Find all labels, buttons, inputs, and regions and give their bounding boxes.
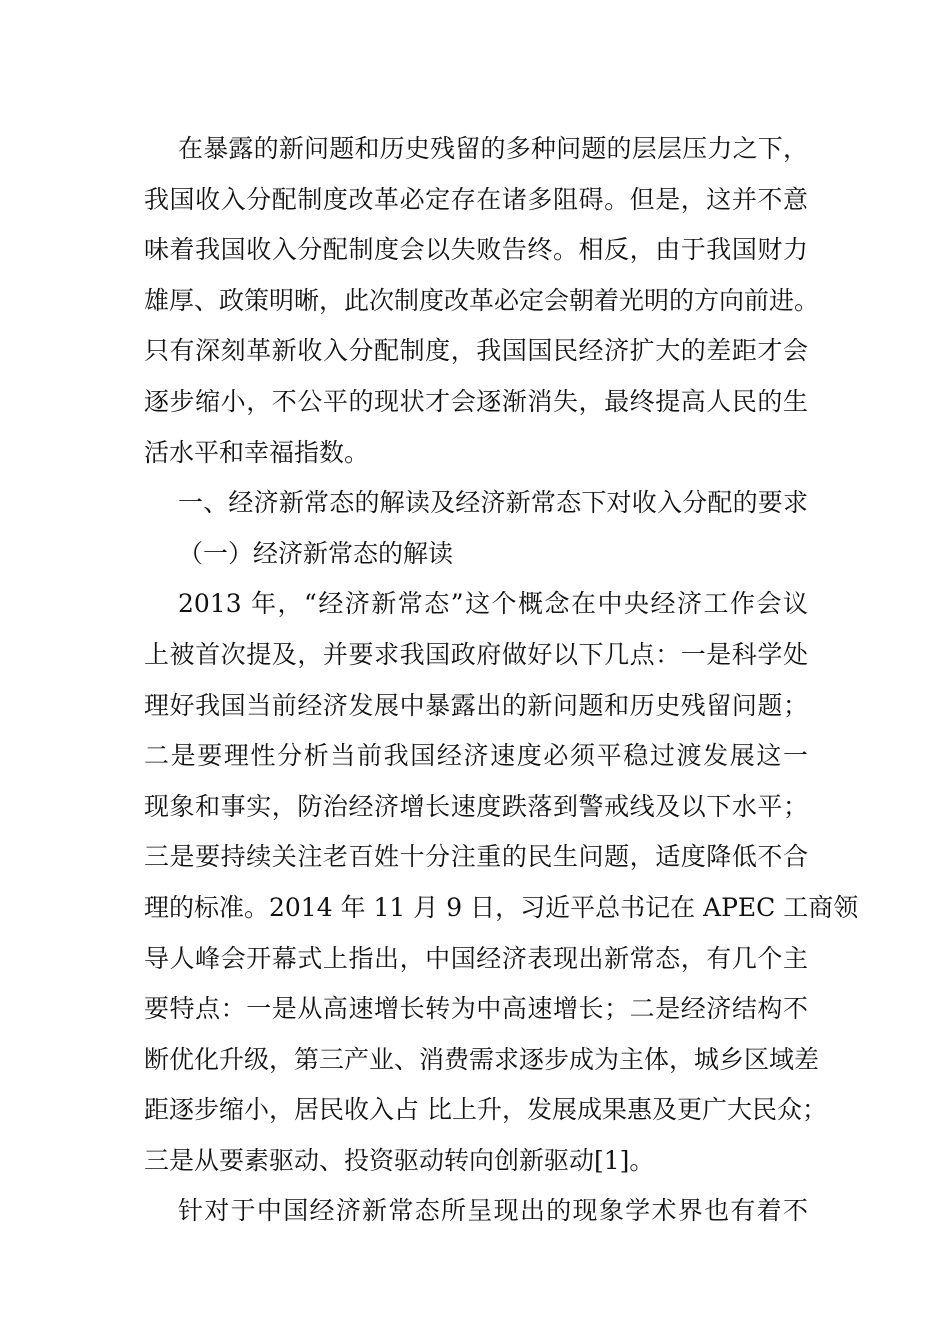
paragraph-new-normal [144,579,859,1186]
text-line: 上被首次提及，并要求我国政府做好以下几点：一是科学处 [144,639,808,669]
text-line: 味着我国收入分配制度会以失败告终。相反，由于我国财力 [144,235,808,265]
section-heading [144,478,808,529]
text-line: 导人峰会开幕式上指出，中国经济表现出新常态，有几个主 [144,943,808,973]
text-line: 活水平和幸福指数。 [144,437,370,467]
text-line: 理好我国当前经济发展中暴露出的新问题和历史残留问题； [144,690,808,720]
text-line: 在暴露的新问题和历史残留的多种问题的层层压力之下， [178,134,808,163]
document-body [144,124,859,1237]
text-line: 要特点：一是从高速增长转为中高速增长；二是经济结构不 [144,994,808,1024]
text-line: 现象和事实，防治经济增长速度跌落到警戒线及以下水平； [144,791,808,821]
text-line: 理的标准。2014 年 11 月 9 日，习近平总书记在 APEC 工商领 [144,892,859,922]
text-line: 距逐步缩小，居民收入占 比上升，发展成果惠及更广大民众； [144,1095,827,1125]
text-line: 断优化升级，第三产业、消费需求逐步成为主体，城乡区域差 [144,1044,820,1074]
text-line: 三是要持续关注老百姓十分注重的民生问题，适度降低不合 [144,842,808,872]
text-line: 逐步缩小，不公平的现状才会逐渐消失，最终提高人民的生 [144,386,808,416]
text-line: 雄厚、政策明晰，此次制度改革必定会朝着光明的方向前进。 [144,285,820,315]
section-heading-text: 一、经济新常态的解读及经济新常态下对收入分配的要求 [178,488,808,518]
text-line: 二是要理性分析当前我国经济速度必须平稳过渡发展这一 [144,741,808,771]
text-line: 三是从要素驱动、投资驱动转向创新驱动[1]。 [144,1145,655,1175]
text-line: 只有深刻革新收入分配制度，我国国民经济扩大的差距才会 [144,336,808,366]
text-line: 我国收入分配制度改革必定存在诸多阻碍。但是，这并不意 [144,184,808,214]
subsection-heading-text: （一）经济新常态的解读 [178,538,454,568]
paragraph-reform-obstacles [144,124,820,478]
subsection-heading [144,529,808,580]
text-line: 2013 年，“经济新常态”这个概念在中央经济工作会议 [178,589,808,619]
paragraph-academic-views [144,1186,808,1237]
text-line: 针对于中国经济新常态所呈现出的现象学术界也有着不 [178,1196,808,1226]
